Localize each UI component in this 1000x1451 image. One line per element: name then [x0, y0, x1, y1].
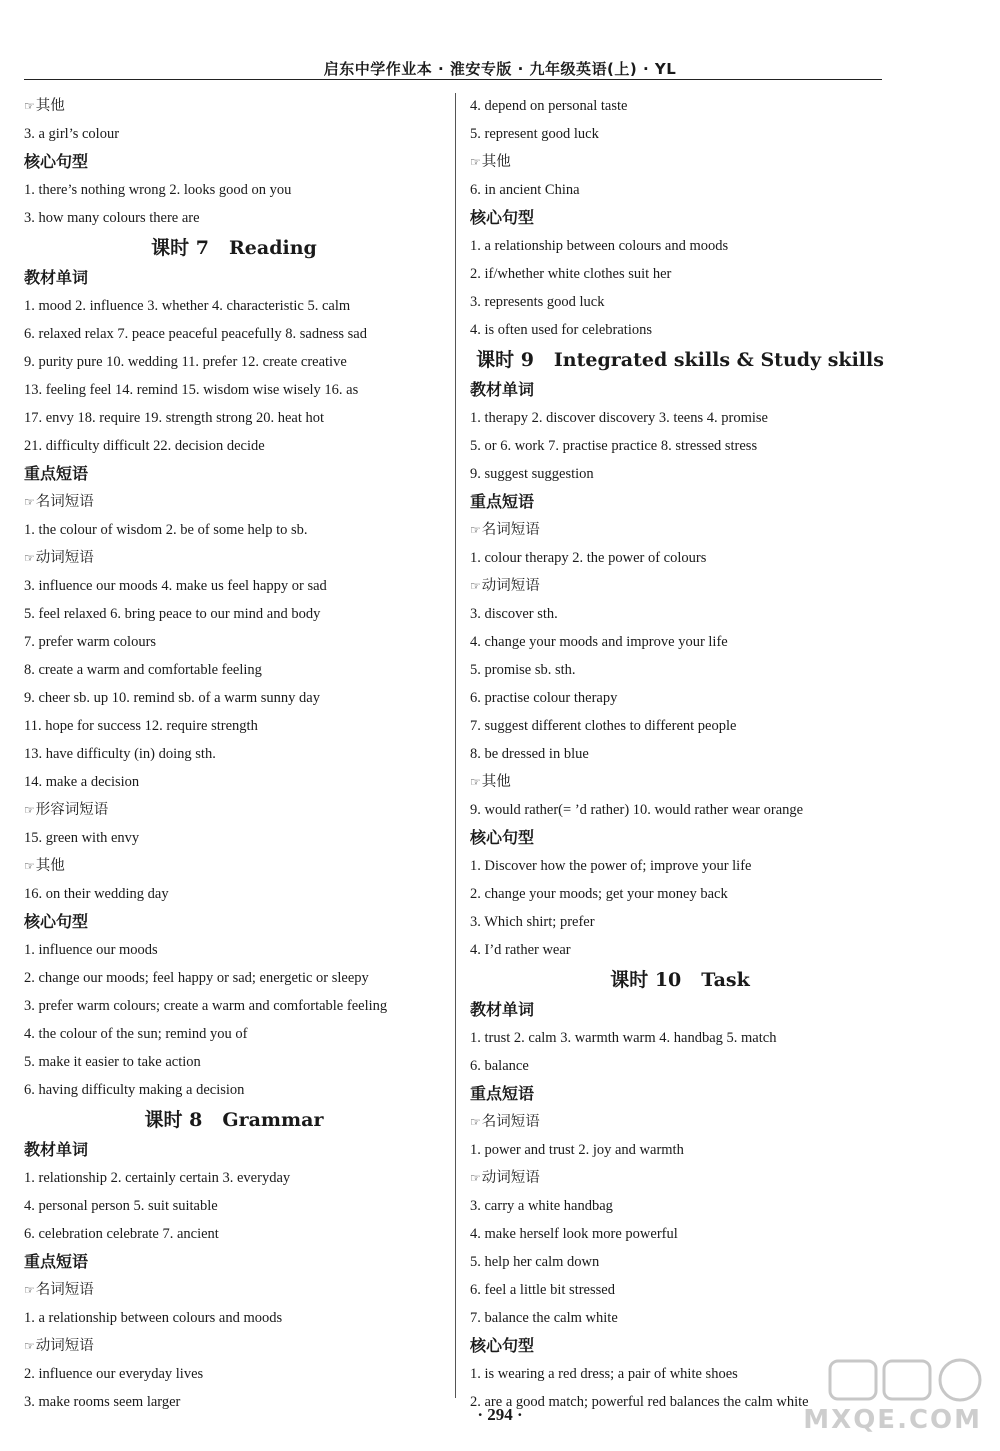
section-heading: 核心句型	[24, 152, 89, 171]
pointing-hand-icon: ☞	[24, 1339, 34, 1353]
section-heading: 教材单词	[470, 1000, 535, 1019]
pointing-hand-icon: ☞	[470, 1115, 480, 1129]
answer-line: 6. practise colour therapy	[470, 690, 618, 706]
subsection-label	[470, 516, 890, 544]
section-heading: 重点短语	[470, 492, 535, 511]
section-heading: 教材单词	[24, 268, 89, 287]
answer-line: 4. depend on personal taste	[470, 98, 628, 114]
lesson-10-content	[470, 996, 890, 1416]
lesson-9-content	[470, 376, 890, 964]
subsection-label	[470, 148, 890, 176]
subsection-text: 名词短语	[481, 522, 540, 538]
answer-line: 1. influence our moods	[24, 942, 158, 958]
column-divider	[455, 93, 456, 1398]
answer-line: 6. feel a little bit stressed	[470, 1282, 615, 1298]
header-rule	[24, 79, 882, 80]
lesson-number: 课时 8	[144, 1109, 203, 1131]
left-pre-section	[24, 92, 444, 232]
answer-line: 3. a girl’s colour	[24, 126, 120, 142]
answer-line: 4. I’d rather wear	[470, 942, 571, 958]
answer-line: 9. cheer sb. up 10. remind sb. of a warm sunny day	[24, 690, 320, 706]
subsection-text: 动词短语	[481, 578, 540, 594]
answer-line: 4. is often used for celebrations	[470, 322, 653, 338]
answer-line: 5. make it easier to take action	[24, 1054, 201, 1070]
page-number: · 294 ·	[477, 1405, 523, 1424]
watermark-logo-icon	[828, 1357, 986, 1403]
lesson-title: Task	[701, 969, 750, 991]
subsection-label	[470, 572, 890, 600]
subsection-label	[24, 1332, 444, 1360]
answer-line: 17. envy 18. require 19. strength strong 20. heat hot	[24, 410, 325, 426]
section-heading: 教材单词	[24, 1140, 89, 1159]
subsection-text: 其他	[481, 154, 511, 170]
pointing-hand-icon: ☞	[470, 579, 480, 593]
lesson-10-heading	[470, 964, 890, 996]
pointing-hand-icon: ☞	[24, 495, 34, 509]
answer-line: 15. green with envy	[24, 830, 140, 846]
subsection-label	[470, 768, 890, 796]
pointing-hand-icon: ☞	[24, 803, 34, 817]
lesson-7-content	[24, 264, 444, 1104]
subsection-label	[24, 796, 444, 824]
subsection-text: 名词短语	[35, 494, 94, 510]
answer-line: 6. balance	[470, 1058, 529, 1074]
subsection-text: 其他	[481, 774, 511, 790]
answer-line: 13. feeling feel 14. remind 15. wisdom wise wisely 16. as	[24, 382, 359, 398]
subsection-text: 名词短语	[35, 1282, 94, 1298]
subsection-text: 名词短语	[481, 1114, 540, 1130]
answer-line: 5. help her calm down	[470, 1254, 600, 1270]
answer-line: 3. discover sth.	[470, 606, 558, 622]
answer-line: 13. have difficulty (in) doing sth.	[24, 746, 216, 762]
page-header: 启东中学作业本 · 淮安专版 · 九年级英语(上) · YL	[323, 60, 677, 78]
lesson-7-heading	[24, 232, 444, 264]
subsection-text: 形容词短语	[35, 802, 109, 818]
right-pre-section	[470, 92, 890, 344]
answer-line: 5. feel relaxed 6. bring peace to our mind and body	[24, 606, 321, 622]
answer-line: 9. suggest suggestion	[470, 466, 594, 482]
answer-line: 6. in ancient China	[470, 182, 580, 198]
answer-line: 3. represents good luck	[470, 294, 605, 310]
subsection-label	[24, 1276, 444, 1304]
answer-line: 11. hope for success 12. require strength	[24, 718, 258, 734]
answer-line: 1. Discover how the power of; improve your life	[470, 858, 752, 874]
answer-line: 2. influence our everyday lives	[24, 1366, 204, 1382]
answer-line: 4. make herself look more powerful	[470, 1226, 678, 1242]
answer-line: 9. purity pure 10. wedding 11. prefer 12. create creative	[24, 354, 347, 370]
answer-line: 2. change our moods; feel happy or sad; energetic or sleepy	[24, 970, 369, 986]
pointing-hand-icon: ☞	[24, 99, 34, 113]
answer-line: 3. influence our moods 4. make us feel happy or sad	[24, 578, 327, 594]
answer-line: 1. therapy 2. discover discovery 3. teens 4. promise	[470, 410, 768, 426]
subsection-text: 其他	[35, 858, 65, 874]
lesson-number: 课时 10	[610, 969, 682, 991]
section-heading: 核心句型	[470, 1336, 535, 1355]
pointing-hand-icon: ☞	[24, 551, 34, 565]
answer-line: 3. how many colours there are	[24, 210, 200, 226]
lesson-title: Grammar	[222, 1109, 324, 1131]
answer-line: 1. a relationship between colours and moods	[24, 1310, 283, 1326]
section-heading: 核心句型	[470, 208, 535, 227]
pointing-hand-icon: ☞	[24, 1283, 34, 1297]
answer-line: 5. promise sb. sth.	[470, 662, 576, 678]
subsection-label	[24, 852, 444, 880]
answer-line: 8. create a warm and comfortable feeling	[24, 662, 262, 678]
answer-line: 21. difficulty difficult 22. decision decide	[24, 438, 265, 454]
answer-line: 4. personal person 5. suit suitable	[24, 1198, 218, 1214]
answer-line: 8. be dressed in blue	[470, 746, 589, 762]
lesson-title: Integrated skills & Study skills	[553, 349, 884, 371]
answer-line: 6. relaxed relax 7. peace peaceful peacefully 8. sadness sad	[24, 326, 367, 342]
lesson-9-heading	[470, 344, 890, 376]
answer-line: 14. make a decision	[24, 774, 140, 790]
right-column	[470, 92, 890, 1416]
answer-line: 7. balance the calm white	[470, 1310, 618, 1326]
lesson-8-content	[24, 1136, 444, 1416]
pointing-hand-icon: ☞	[470, 1171, 480, 1185]
answer-line: 3. carry a white handbag	[470, 1198, 613, 1214]
answer-line: 7. prefer warm colours	[24, 634, 157, 650]
subsection-text: 动词短语	[35, 1338, 94, 1354]
pointing-hand-icon: ☞	[470, 523, 480, 537]
pointing-hand-icon: ☞	[470, 155, 480, 169]
subsection-label	[24, 92, 444, 120]
lesson-8-heading	[24, 1104, 444, 1136]
lesson-number: 课时 7	[151, 237, 210, 259]
answer-line: 2. are a good match; powerful red balances the calm white	[470, 1394, 809, 1410]
answer-line: 1. mood 2. influence 3. whether 4. characteristic 5. calm	[24, 298, 351, 314]
subsection-label	[24, 544, 444, 572]
answer-line: 7. suggest different clothes to different people	[470, 718, 737, 734]
answer-line: 3. prefer warm colours; create a warm and comfortable feeling	[24, 998, 388, 1014]
subsection-label	[470, 1164, 890, 1192]
answer-line: 1. the colour of wisdom 2. be of some help to sb.	[24, 522, 308, 538]
answer-line: 2. change your moods; get your money back	[470, 886, 728, 902]
section-heading: 重点短语	[470, 1084, 535, 1103]
answer-line: 16. on their wedding day	[24, 886, 169, 902]
pointing-hand-icon: ☞	[24, 859, 34, 873]
left-column	[24, 92, 444, 1416]
section-heading: 重点短语	[24, 1252, 89, 1271]
answer-line: 1. power and trust 2. joy and warmth	[470, 1142, 684, 1158]
subsection-text: 动词短语	[35, 550, 94, 566]
answer-line: 1. a relationship between colours and moods	[470, 238, 729, 254]
pointing-hand-icon: ☞	[470, 775, 480, 789]
answer-line: 4. the colour of the sun; remind you of	[24, 1026, 248, 1042]
answer-line: 5. or 6. work 7. practise practice 8. stressed stress	[470, 438, 758, 454]
lesson-number: 课时 9	[476, 349, 534, 371]
lesson-title: Reading	[229, 237, 317, 259]
subsection-label	[24, 488, 444, 516]
answer-line: 1. colour therapy 2. the power of colours	[470, 550, 707, 566]
subsection-text: 其他	[35, 98, 65, 114]
answer-line: 1. trust 2. calm 3. warmth warm 4. handbag 5. match	[470, 1030, 777, 1046]
watermark	[803, 1357, 986, 1437]
answer-line: 2. if/whether white clothes suit her	[470, 266, 672, 282]
answer-line: 5. represent good luck	[470, 126, 599, 142]
answer-line: 4. change your moods and improve your life	[470, 634, 728, 650]
answer-line: 6. having difficulty making a decision	[24, 1082, 245, 1098]
answer-line: 6. celebration celebrate 7. ancient	[24, 1226, 219, 1242]
subsection-label	[470, 1108, 890, 1136]
answer-line: 1. there’s nothing wrong 2. looks good on you	[24, 182, 292, 198]
section-heading: 重点短语	[24, 464, 89, 483]
answer-line: 3. make rooms seem larger	[24, 1394, 181, 1410]
answer-line: 9. would rather(= ’d rather) 10. would rather wear orange	[470, 802, 804, 818]
section-heading: 教材单词	[470, 380, 535, 399]
watermark-text: MXQE.COM	[803, 1405, 982, 1435]
answer-line: 1. relationship 2. certainly certain 3. everyday	[24, 1170, 291, 1186]
subsection-text: 动词短语	[481, 1170, 540, 1186]
answer-line: 3. Which shirt; prefer	[470, 914, 595, 930]
section-heading: 核心句型	[24, 912, 89, 931]
section-heading: 核心句型	[470, 828, 535, 847]
answer-line: 1. is wearing a red dress; a pair of white shoes	[470, 1366, 738, 1382]
